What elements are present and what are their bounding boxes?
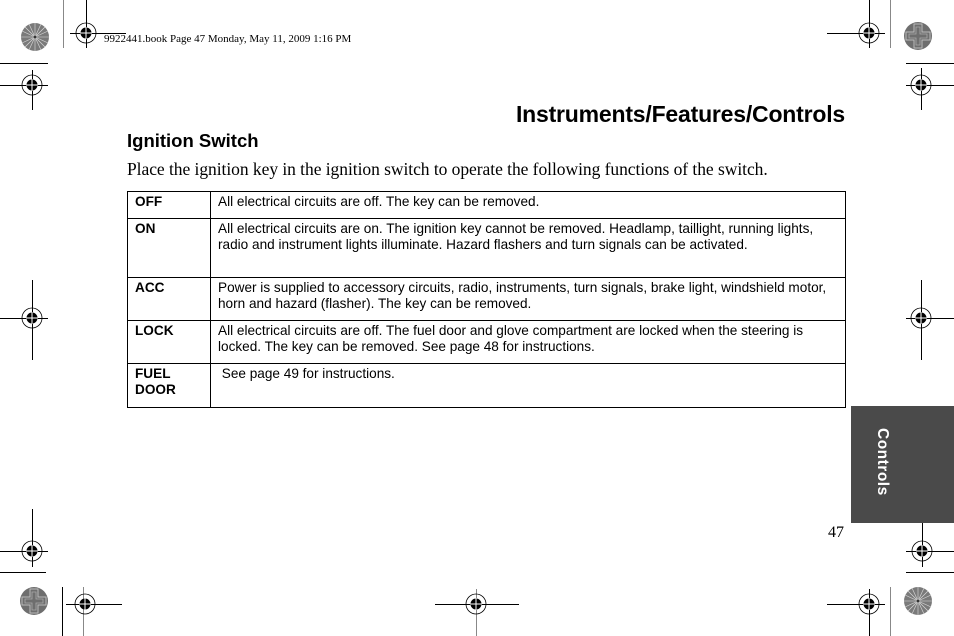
crop-line <box>0 572 46 573</box>
registration-mark-icon <box>21 307 43 329</box>
registration-mark-icon <box>911 540 933 562</box>
table-row <box>128 192 846 219</box>
print-slug: 9922441.book Page 47 Monday, May 11, 2009 1:16 PM <box>104 33 352 45</box>
crop-line <box>0 63 48 64</box>
chapter-side-tab <box>851 406 954 523</box>
table-row <box>128 278 846 321</box>
intro-paragraph: Place the ignition key in the ignition switch to operate the following functions of the switch. <box>127 159 768 179</box>
registration-mark-icon <box>910 74 932 96</box>
position-cell: FUEL DOOR <box>128 364 211 408</box>
page-number: 47 <box>828 524 844 541</box>
crop-line <box>63 0 64 48</box>
section-title: Ignition Switch <box>127 130 259 151</box>
table-row <box>128 321 846 364</box>
registration-mark-icon <box>21 74 43 96</box>
color-target-cross-icon <box>903 21 933 51</box>
color-target-starburst-icon <box>20 22 50 52</box>
registration-mark-icon <box>21 540 43 562</box>
ignition-functions-table <box>127 191 846 408</box>
color-target-starburst-icon <box>903 586 933 616</box>
crop-line <box>890 587 891 636</box>
description-cell: All electrical circuits are off. The fuel door and glove compartment are locked when the steering is locked. The key can be removed. See page 48 for instructions. <box>211 321 846 364</box>
position-cell: LOCK <box>128 321 211 364</box>
crop-line <box>62 587 63 636</box>
description-cell: Power is supplied to accessory circuits, radio, instruments, turn signals, brake light, windshield motor, horn and hazard (flasher). The key can be removed. <box>211 278 846 321</box>
description-cell: All electrical circuits are off. The key can be removed. <box>211 192 846 219</box>
registration-mark-icon <box>910 307 932 329</box>
registration-mark-icon <box>858 593 880 615</box>
position-cell: OFF <box>128 192 211 219</box>
description-cell: See page 49 for instructions. <box>211 364 846 408</box>
registration-mark-icon <box>75 22 97 44</box>
registration-mark-icon <box>74 593 96 615</box>
crop-line <box>890 0 891 48</box>
registration-mark-icon <box>858 22 880 44</box>
table-row <box>128 219 846 278</box>
registration-mark-icon <box>465 593 487 615</box>
color-target-cross-icon <box>19 586 49 616</box>
description-cell: All electrical circuits are on. The ignition key cannot be removed. Headlamp, taillight, running lights, radio and instrument lights illuminate. Hazard flashers and turn signals can be activated. <box>211 219 846 278</box>
position-cell: ACC <box>128 278 211 321</box>
crop-line <box>906 63 954 64</box>
position-cell: ON <box>128 219 211 278</box>
chapter-title: Instruments/Features/Controls <box>515 101 845 127</box>
crop-line <box>906 572 954 573</box>
side-tab-label: Controls <box>874 428 891 496</box>
table-row <box>128 364 846 408</box>
